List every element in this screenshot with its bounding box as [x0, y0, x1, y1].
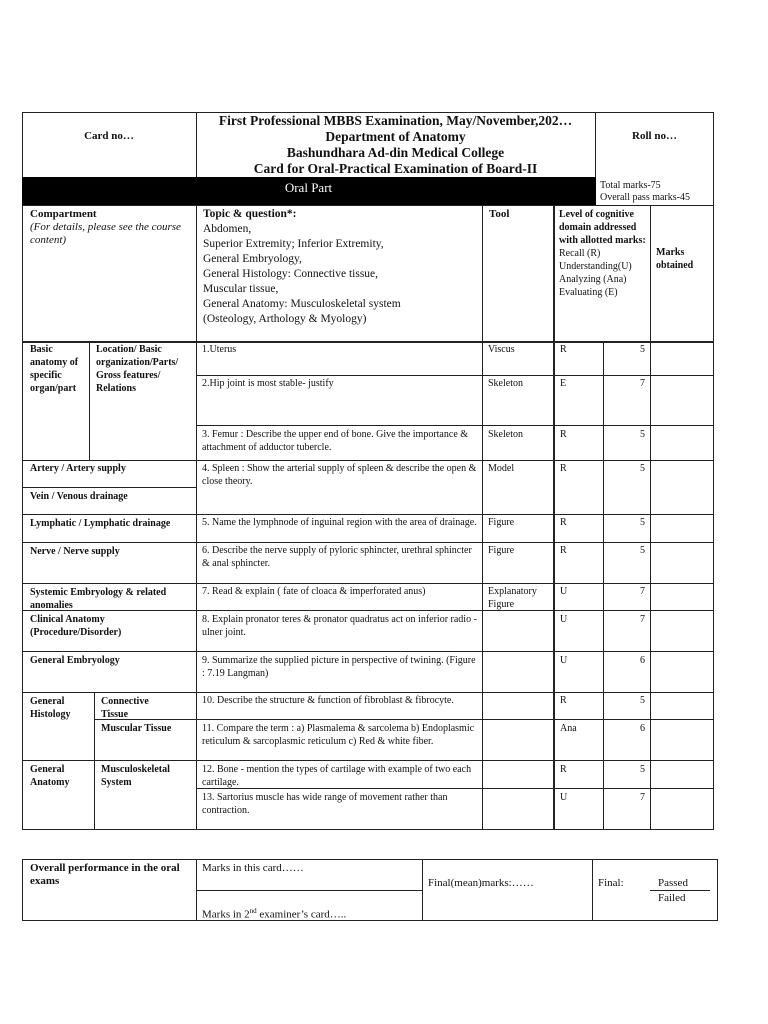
- category-muscular-tissue: Muscular Tissue: [101, 723, 172, 734]
- category-general-histology: General Histology: [30, 696, 71, 720]
- marks-this-card: Marks in this card……: [202, 862, 304, 874]
- question-text: 13. Sartorius muscle has wide range of movement rather than contraction.: [202, 792, 448, 816]
- question-tool: Skeleton: [488, 429, 523, 440]
- exam-title: [196, 113, 595, 177]
- question-marks: 6: [640, 655, 645, 666]
- question-tool: Skeleton: [488, 378, 523, 389]
- table-border: [196, 425, 714, 426]
- passed-option: Passed: [658, 877, 688, 889]
- question-text: 9. Summarize the supplied picture in perspective of twining. (Figure : 7.19 Langman): [202, 655, 476, 679]
- question-text: 12. Bone - mention the types of cartilage with example of two each cartilage.: [202, 764, 472, 788]
- category-artery: Artery / Artery supply: [30, 463, 126, 474]
- title-line-4: Card for Oral-Practical Examination of Board-II: [253, 161, 538, 176]
- table-border: [650, 342, 651, 830]
- table-border: [22, 583, 714, 584]
- question-text: 6. Describe the nerve supply of pyloric sphincter, urethral sphincter & anal sphincter.: [202, 545, 472, 569]
- question-level: U: [560, 792, 568, 803]
- table-border: [89, 342, 90, 460]
- table-border: [422, 859, 423, 921]
- question-text: 10. Describe the structure & function of fibroblast & fibrocyte.: [202, 695, 454, 706]
- question-level: R: [560, 764, 567, 775]
- topic-header: [203, 207, 481, 327]
- title-line-3: Bashundhara Ad-din Medical College: [286, 145, 505, 160]
- question-text: 7. Read & explain ( fate of cloaca & imperforated anus): [202, 586, 426, 597]
- table-border: [196, 375, 714, 376]
- final-mean-marks: Final(mean)marks:……: [428, 877, 534, 889]
- question-level: U: [560, 614, 568, 625]
- question-level: E: [560, 378, 567, 389]
- question-marks: 7: [640, 792, 645, 803]
- question-tool: Explanatory Figure: [488, 586, 537, 610]
- table-border: [717, 859, 718, 921]
- marks-2nd-examiner: [202, 905, 420, 922]
- question-level: U: [560, 586, 568, 597]
- topic-title: Topic & question*:: [203, 208, 297, 220]
- question-marks: 6: [640, 723, 645, 734]
- question-level: U: [560, 655, 568, 666]
- question-tool: Figure: [488, 545, 515, 556]
- question-text: 5. Name the lymphnode of inguinal region with the area of drainage.: [202, 517, 477, 528]
- compartment-title: Compartment: [30, 208, 97, 220]
- card-no-label: Card no…: [84, 130, 134, 142]
- table-border: [595, 112, 596, 178]
- marks-obtained-header: Marks obtained: [656, 247, 694, 271]
- category-connective-tissue: Connective Tissue: [101, 696, 149, 720]
- question-level: R: [560, 463, 567, 474]
- question-tool: Viscus: [488, 344, 515, 355]
- question-marks: 5: [640, 764, 645, 775]
- table-border: [22, 829, 714, 830]
- question-level: R: [560, 429, 567, 440]
- failed-option: Failed: [658, 892, 686, 904]
- question-marks: 5: [640, 344, 645, 355]
- question-text: 3. Femur : Describe the upper end of bone. Give the importance & attachment of adductor tubercle.: [202, 429, 469, 453]
- category-lymphatic: Lymphatic / Lymphatic drainage: [30, 518, 171, 529]
- table-border: [22, 460, 714, 461]
- question-text: 4. Spleen : Show the arterial supply of spleen & describe the open & close theory.: [202, 463, 477, 487]
- question-level: Ana: [560, 723, 577, 734]
- question-tool: Figure: [488, 517, 515, 528]
- table-border: [22, 205, 714, 206]
- topic-list: Abdomen, Superior Extremity; Inferior Extremity, General Embryology, General Histology: Connective tissue, Muscular tissue, General Anatomy: Musculoskeletal system (Osteology, Arthology & Myology): [203, 223, 401, 325]
- question-marks: 7: [640, 614, 645, 625]
- table-border: [22, 859, 23, 921]
- category-basic-anatomy: Basic anatomy of specific organ/part: [30, 344, 79, 394]
- question-marks: 5: [640, 545, 645, 556]
- passed-divider: [650, 890, 710, 891]
- compartment-header: [30, 208, 192, 247]
- question-text: 8. Explain pronator teres & pronator quadratus act on inferior radio - ulner joint.: [202, 614, 477, 638]
- question-marks: 5: [640, 463, 645, 474]
- level-title: Level of cognitive domain addressed with allotted marks:: [559, 209, 646, 246]
- table-border: [713, 112, 714, 830]
- question-text: 11. Compare the term : a) Plasmalema & sarcolema b) Endoplasmic reticulum & sarcoplasmic reticulum c) Red & white fiber.: [202, 723, 475, 747]
- oral-part-label: Oral Part: [284, 180, 333, 195]
- table-border: [22, 487, 196, 488]
- category-location: Location/ Basic organization/Parts/ Gross features/ Relations: [96, 344, 179, 394]
- question-marks: 5: [640, 517, 645, 528]
- table-border: [196, 342, 197, 830]
- question-level: R: [560, 344, 567, 355]
- overall-performance-label: Overall performance in the oral exams: [30, 862, 180, 887]
- question-text: 1.Uterus: [202, 344, 237, 355]
- question-marks: 5: [640, 429, 645, 440]
- table-border: [22, 651, 714, 652]
- level-list: Recall (R) Understanding(U) Analyzing (Ana) Evaluating (E): [559, 248, 632, 298]
- table-border: [196, 890, 422, 891]
- table-border: [22, 514, 714, 515]
- question-text: 2.Hip joint is most stable- justify: [202, 378, 334, 389]
- tool-header: Tool: [489, 208, 510, 220]
- pass-marks: Overall pass marks-45: [600, 192, 690, 203]
- question-tool: Model: [488, 463, 515, 474]
- question-marks: 7: [640, 586, 645, 597]
- marks-2nd-prefix: Marks in 2: [202, 908, 250, 921]
- question-level: R: [560, 545, 567, 556]
- category-general-anatomy: General Anatomy: [30, 764, 70, 788]
- table-border: [482, 205, 483, 830]
- category-nerve: Nerve / Nerve supply: [30, 546, 120, 557]
- final-label: Final:: [598, 877, 624, 889]
- category-general-embryology: General Embryology: [30, 655, 120, 666]
- category-systemic-embryology: Systemic Embryology & related anomalies: [30, 587, 167, 611]
- category-vein: Vein / Venous drainage: [30, 491, 128, 502]
- marks-2nd-sup: nd: [249, 907, 257, 915]
- category-clinical-anatomy: Clinical Anatomy (Procedure/Disorder): [30, 614, 122, 638]
- title-line-2: Department of Anatomy: [325, 129, 466, 144]
- total-marks: Total marks-75: [600, 180, 661, 191]
- table-border: [22, 112, 23, 830]
- level-header: [559, 208, 650, 299]
- question-marks: 5: [640, 695, 645, 706]
- table-border: [22, 760, 714, 761]
- question-level: R: [560, 695, 567, 706]
- table-border: [592, 859, 593, 921]
- compartment-note: (For details, please see the course content): [30, 221, 181, 246]
- roll-no-label: Roll no…: [632, 130, 677, 142]
- table-border: [650, 205, 651, 342]
- table-border: [603, 342, 604, 830]
- table-border: [22, 542, 714, 543]
- category-musculoskeletal: Musculoskeletal System: [101, 764, 170, 788]
- table-border: [22, 692, 714, 693]
- table-border: [94, 692, 95, 830]
- question-level: R: [560, 517, 567, 528]
- question-marks: 7: [640, 378, 645, 389]
- title-line-1: First Professional MBBS Examination, May/November,202…: [218, 113, 573, 128]
- marks-2nd-suffix: examiner’s card…..: [256, 908, 347, 921]
- table-border: [553, 205, 555, 830]
- table-border: [22, 859, 718, 860]
- table-border: [94, 719, 714, 720]
